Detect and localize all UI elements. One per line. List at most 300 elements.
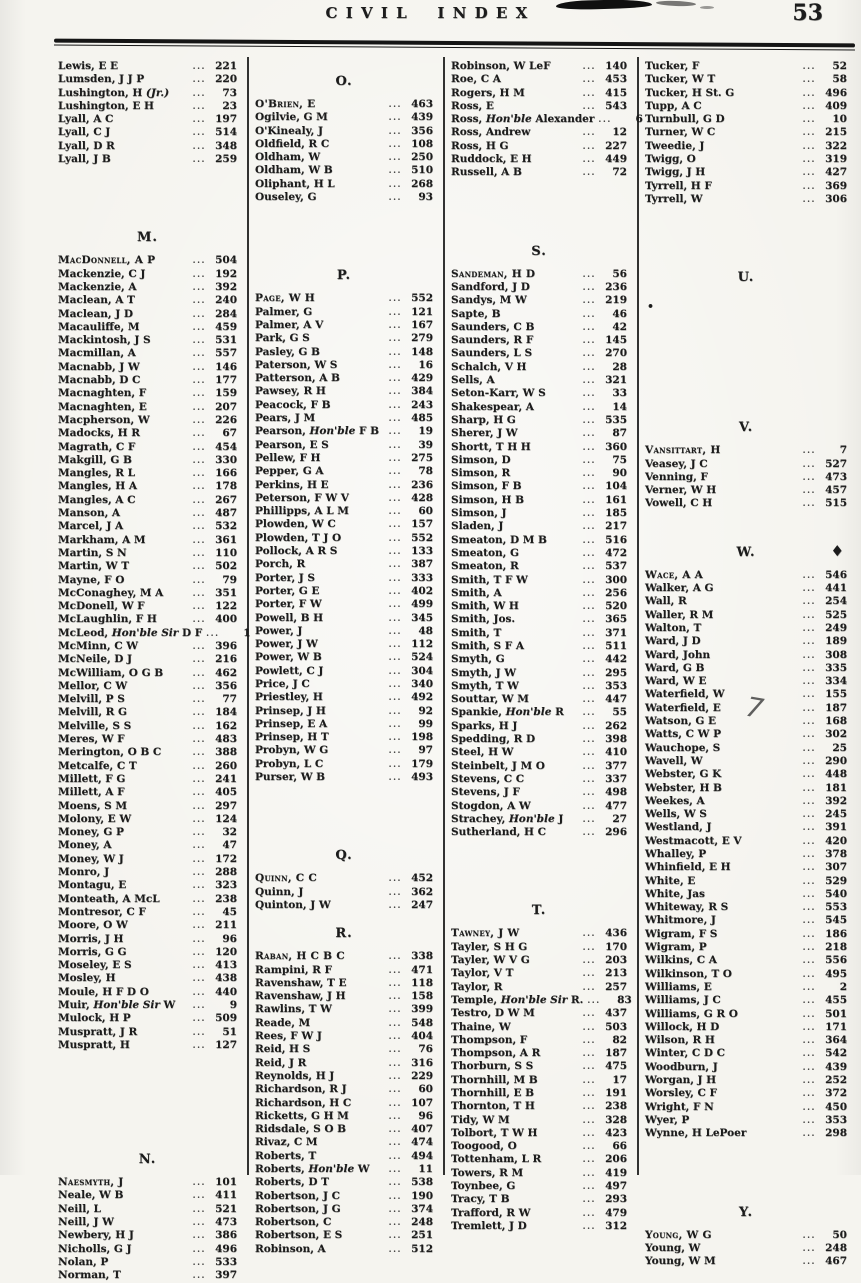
entry-page-number: 335 — [825, 661, 847, 674]
entry-name: Smeaton, R — [451, 560, 519, 573]
entry-name: Makgill, G B — [58, 453, 132, 466]
entry-page-number: 411 — [215, 1189, 237, 1202]
index-entry — [645, 444, 847, 457]
index-entry — [451, 281, 627, 294]
entry-name: Martin, W T — [58, 560, 130, 573]
leader-dots: ... — [582, 668, 596, 679]
entry-name: Russell, A B — [451, 166, 522, 179]
entry-page-number: 16 — [418, 358, 433, 371]
index-entry — [58, 733, 237, 746]
index-entry — [645, 662, 847, 675]
entry-name: Wilson, R H — [645, 1034, 715, 1047]
entry-name: Rawlins, T W — [255, 1003, 332, 1016]
entry-name: Muir, Hon'ble Sir W — [58, 999, 176, 1011]
entry-name: Ross, Hon'ble Alexander — [451, 113, 595, 126]
leader-dots: ... — [582, 575, 596, 586]
index-entry — [58, 839, 237, 852]
entry-name: Reid, J R — [255, 1056, 307, 1069]
entry-name: Martin, S N — [58, 546, 127, 559]
index-entry — [645, 914, 847, 927]
index-entry — [451, 786, 627, 799]
entry-page-number: 441 — [825, 582, 847, 595]
entry-page-number: 226 — [215, 413, 237, 426]
entry-name: Smith, S F A — [451, 639, 524, 652]
leader-dots: ... — [582, 1155, 596, 1166]
leader-dots: ... — [192, 155, 206, 166]
index-entry — [58, 334, 237, 347]
entry-page-number: 345 — [411, 611, 433, 624]
entry-page-number: 168 — [825, 715, 847, 728]
entry-name: Stogdon, A W — [451, 799, 531, 812]
index-entry — [255, 1043, 433, 1056]
index-entry — [58, 73, 237, 86]
leader-dots: ... — [582, 509, 596, 520]
leader-dots: ... — [192, 415, 206, 426]
entry-page-number: 538 — [411, 1176, 433, 1189]
entry-name: Venning, F — [645, 470, 708, 483]
index-entry — [58, 680, 237, 693]
index-entry — [58, 1203, 237, 1216]
leader-dots: ... — [192, 389, 206, 400]
entry-page-number: 524 — [411, 651, 433, 664]
entry-page-number: 542 — [825, 1047, 847, 1060]
index-columns — [50, 56, 857, 1282]
index-entry — [645, 609, 847, 622]
index-entry — [255, 332, 433, 345]
index-entry — [255, 691, 433, 704]
entry-name: Ruddock, E H — [451, 153, 532, 166]
entry-name: Power, J W — [255, 638, 318, 651]
entry-page-number: 32 — [222, 826, 237, 839]
entry-page-number: 540 — [825, 887, 847, 900]
entry-page-number: 512 — [411, 1242, 433, 1255]
leader-dots: ... — [802, 446, 816, 457]
leader-dots: ... — [192, 256, 206, 267]
entry-name: Money, A — [58, 839, 112, 852]
leader-dots: ... — [582, 296, 596, 307]
entry-name: Robinson, W LeF — [451, 60, 551, 72]
index-entry — [451, 321, 627, 334]
entry-page-number: 457 — [825, 484, 847, 497]
entry-name: McDonell, W F — [58, 600, 145, 613]
leader-dots: ... — [582, 269, 596, 280]
entry-page-number: 122 — [215, 600, 237, 613]
entry-name: Ward, W E — [645, 675, 707, 688]
leader-dots: ... — [388, 1231, 402, 1242]
entry-page-number: 203 — [605, 954, 627, 967]
entry-name: Naesmyth, J — [58, 1176, 124, 1189]
entry-page-number: 537 — [605, 560, 627, 573]
index-entry — [451, 1167, 627, 1180]
entry-name: Neill, J W — [58, 1216, 114, 1229]
entry-name: Woodburn, J — [645, 1060, 718, 1073]
index-entry — [645, 1101, 847, 1114]
index-entry — [645, 768, 847, 781]
entry-page-number: 9 — [229, 999, 237, 1011]
leader-dots: ... — [192, 1231, 206, 1242]
entry-page-number: 177 — [215, 374, 237, 387]
leader-dots: ... — [582, 1128, 596, 1139]
entry-name: Simson, R — [451, 467, 511, 480]
entry-page-number: 440 — [215, 985, 237, 998]
index-entry — [451, 760, 627, 773]
entry-page-number: 448 — [825, 768, 847, 781]
index-entry — [645, 595, 847, 608]
leader-dots: ... — [192, 735, 206, 746]
index-entry — [58, 1026, 237, 1039]
entry-page-number: 187 — [825, 701, 847, 714]
entry-page-number: 533 — [215, 1255, 237, 1268]
leader-dots: ... — [192, 336, 206, 347]
index-entry — [58, 906, 237, 919]
leader-dots: ... — [388, 440, 402, 451]
entry-page-number: 492 — [411, 691, 433, 704]
leader-dots: ... — [192, 455, 206, 466]
entry-page-number: 220 — [215, 73, 237, 86]
entry-page-number: 369 — [825, 179, 847, 192]
index-entry — [451, 954, 627, 967]
index-entry — [451, 613, 627, 626]
entry-page-number: 67 — [222, 427, 237, 440]
index-entry — [58, 494, 237, 507]
leader-dots: ... — [192, 681, 206, 692]
leader-dots: ... — [802, 796, 816, 807]
leader-dots: ... — [388, 1032, 402, 1043]
entry-page-number: 501 — [825, 1007, 847, 1020]
entry-name: Walton, T — [645, 621, 702, 634]
entry-page-number: 452 — [411, 872, 433, 885]
leader-dots: ... — [192, 602, 206, 613]
entry-page-number: 133 — [411, 545, 433, 558]
entry-name: Simson, F B — [451, 480, 522, 493]
entry-name: Wall, R — [645, 595, 687, 608]
index-entry — [451, 387, 627, 400]
index-entry — [645, 622, 847, 635]
section-heading: O. — [335, 74, 353, 89]
entry-name: Twigg, O — [645, 153, 696, 166]
index-entry — [451, 467, 627, 480]
leader-dots: ... — [582, 628, 596, 639]
leader-dots: ... — [388, 1244, 402, 1255]
leader-dots: ... — [192, 482, 206, 493]
index-entry — [451, 640, 627, 653]
entry-name: Peacock, F B — [255, 398, 331, 411]
entry-page-number: 213 — [605, 967, 627, 980]
entry-page-number: 371 — [605, 626, 627, 639]
entry-name: Macnaghten, F — [58, 387, 147, 400]
index-entry — [645, 728, 847, 741]
leader-dots: ... — [802, 1089, 816, 1100]
index-entry — [255, 178, 433, 191]
entry-name: Porter, F W — [255, 598, 322, 611]
entry-name: Palmer, G — [255, 305, 313, 318]
entry-page-number: 159 — [215, 387, 237, 400]
leader-dots: ... — [388, 1098, 402, 1109]
entry-page-number: 402 — [411, 584, 433, 597]
index-entry — [645, 875, 847, 888]
entry-name: Sutherland, H C — [451, 826, 546, 839]
entry-name: Webster, G K — [645, 768, 722, 781]
leader-dots: ... — [388, 480, 402, 491]
section-heading: M. — [137, 230, 158, 246]
entry-name: Nicholls, G J — [58, 1242, 132, 1255]
leader-dots: ... — [388, 666, 402, 677]
entry-page-number: 260 — [215, 759, 237, 772]
entry-page-number: 400 — [215, 613, 237, 626]
entry-name: Steel, H W — [451, 746, 514, 759]
entry-page-number: 546 — [825, 568, 847, 581]
entry-page-number: 275 — [411, 451, 433, 464]
index-entry — [255, 598, 433, 611]
index-entry — [255, 1150, 433, 1163]
index-entry — [58, 999, 237, 1012]
entry-page-number: 372 — [825, 1087, 847, 1100]
leader-dots: ... — [582, 336, 596, 347]
entry-page-number: 467 — [825, 1255, 847, 1268]
entry-page-number: 548 — [411, 1016, 433, 1029]
leader-dots: ... — [582, 761, 596, 772]
index-entry — [645, 193, 847, 206]
entry-name: Watson, G E — [645, 715, 717, 728]
entry-page-number: 552 — [411, 292, 433, 305]
entry-name: Thornhill, M B — [451, 1073, 538, 1086]
entry-name: Priestley, H — [255, 691, 323, 704]
index-entry — [255, 665, 433, 678]
leader-dots: ... — [192, 376, 206, 387]
index-entry — [58, 507, 237, 520]
leader-dots: ... — [582, 522, 596, 533]
entry-name: Williams, J C — [645, 994, 721, 1007]
entry-page-number: 251 — [411, 1229, 433, 1242]
entry-page-number: 155 — [825, 688, 847, 701]
leader-dots: ... — [802, 486, 816, 497]
index-entry — [451, 746, 627, 759]
entry-name: Plowden, T J O — [255, 531, 342, 544]
section-heading: V. — [738, 420, 754, 436]
entry-name: Power, J — [255, 624, 303, 637]
leader-dots: ... — [802, 128, 816, 139]
entry-name: Monro, J — [58, 866, 110, 879]
entry-page-number: 302 — [825, 728, 847, 741]
entry-name: O'Brien, E — [255, 98, 316, 110]
entry-name: Macnabb, D C — [58, 374, 141, 387]
entry-name: Ross, Andrew — [451, 126, 531, 139]
leader-dots: ... — [582, 128, 596, 139]
entry-name: Mellor, C W — [58, 679, 128, 692]
entry-name: Willock, H D — [645, 1020, 720, 1033]
entry-page-number: 221 — [215, 60, 237, 72]
entry-name: Tyrrell, W — [645, 192, 703, 205]
entry-name: Melvill, P S — [58, 693, 125, 706]
entry-page-number: 187 — [605, 1047, 627, 1060]
entry-page-number: 93 — [418, 191, 433, 204]
entry-name: Ouseley, G — [255, 191, 317, 204]
index-entry — [58, 467, 237, 480]
entry-page-number: 388 — [215, 746, 237, 759]
entry-page-number: 436 — [605, 927, 627, 940]
index-entry — [645, 981, 847, 994]
index-entry — [451, 1114, 627, 1127]
leader-dots: ... — [388, 520, 402, 531]
index-entry — [451, 1074, 627, 1087]
entry-page-number: 60 — [418, 1083, 433, 1096]
index-entry — [451, 733, 627, 746]
entry-page-number: 179 — [411, 757, 433, 770]
entry-page-number: 55 — [612, 706, 627, 719]
entry-name: Taylor, V T — [451, 967, 514, 980]
index-entry — [451, 547, 627, 560]
entry-name: Money, G P — [58, 826, 124, 839]
index-entry — [255, 771, 433, 784]
entry-page-number: 330 — [215, 453, 237, 466]
entry-page-number: 351 — [215, 586, 237, 599]
index-entry — [645, 87, 847, 100]
entry-page-number: 184 — [215, 706, 237, 719]
leader-dots: ... — [582, 1221, 596, 1232]
entry-page-number: 127 — [215, 1038, 237, 1051]
leader-dots: ... — [802, 717, 816, 728]
index-entry — [451, 427, 627, 440]
entry-name: Simson, H B — [451, 493, 524, 506]
entry-page-number: 439 — [411, 111, 433, 124]
entry-name: Patterson, A B — [255, 372, 340, 385]
entry-name: Tolbort, T W H — [451, 1126, 538, 1139]
index-entry — [451, 534, 627, 547]
entry-page-number: 185 — [605, 507, 627, 520]
index-entry — [645, 848, 847, 861]
entry-name: Powlett, C J — [255, 664, 324, 677]
entry-page-number: 374 — [411, 1202, 433, 1215]
entry-page-number: 219 — [605, 294, 627, 307]
index-entry — [255, 505, 433, 518]
leader-dots: ... — [192, 362, 206, 373]
index-entry — [255, 886, 433, 899]
entry-name: Schalch, V H — [451, 360, 527, 373]
entry-name: Robinson, A — [255, 1242, 326, 1255]
leader-dots: ... — [388, 1218, 402, 1229]
leader-dots: ... — [192, 522, 206, 533]
index-entry — [645, 928, 847, 941]
index-entry — [255, 1017, 433, 1030]
entry-name: Robertson, J C — [255, 1189, 340, 1202]
entry-name: Shortt, T H H — [451, 440, 531, 453]
entry-page-number: 166 — [215, 467, 237, 480]
entry-name: Probyn, L C — [255, 757, 324, 770]
index-entry — [645, 742, 847, 755]
entry-page-number: 471 — [411, 963, 433, 976]
leader-dots: ... — [192, 828, 206, 839]
entry-page-number: 259 — [215, 153, 237, 166]
entry-page-number: 11 — [418, 1163, 433, 1175]
index-entry — [58, 547, 237, 560]
leader-dots: ... — [802, 1257, 816, 1268]
entry-name: Turner, W C — [645, 126, 716, 139]
leader-dots: ... — [388, 773, 402, 784]
entry-name: Young, W M — [645, 1255, 716, 1268]
index-entry — [451, 560, 627, 573]
entry-page-number: 384 — [411, 385, 433, 398]
entry-page-number: 386 — [215, 1229, 237, 1242]
index-entry — [451, 1100, 627, 1113]
leader-dots: ... — [582, 482, 596, 493]
entry-page-number: 206 — [605, 1153, 627, 1166]
entry-name: Mackenzie, A — [58, 280, 137, 293]
leader-dots: ... — [802, 863, 816, 874]
entry-page-number: 192 — [215, 267, 237, 280]
leader-dots: ... — [802, 903, 816, 914]
entry-page-number: 215 — [825, 126, 847, 139]
index-entry — [255, 731, 433, 744]
entry-name: Tucker, H St. G — [645, 86, 735, 99]
index-entry — [451, 308, 627, 321]
entry-name: Millett, A F — [58, 786, 125, 799]
leader-dots: ... — [388, 1138, 402, 1149]
index-entry — [451, 993, 632, 1007]
index-entry — [451, 1207, 627, 1220]
entry-name: Monteath, A McL — [58, 892, 160, 905]
entry-page-number: 362 — [411, 885, 433, 898]
entry-name: Pears, J M — [255, 412, 316, 425]
leader-dots: ... — [802, 783, 816, 794]
index-entry — [58, 972, 237, 985]
leader-dots: ... — [388, 900, 402, 911]
entry-page-number: 404 — [411, 1030, 433, 1043]
entry-name: Wauchope, S — [645, 741, 721, 754]
index-entry — [58, 560, 237, 573]
index-entry — [451, 627, 627, 640]
index-entry — [255, 518, 433, 531]
leader-dots: ... — [192, 1040, 206, 1051]
entry-page-number: 437 — [605, 1007, 627, 1020]
index-entry — [645, 782, 847, 795]
entry-page-number: 365 — [605, 613, 627, 626]
leader-dots: ... — [802, 876, 816, 887]
entry-page-number: 409 — [825, 99, 847, 112]
entry-page-number: 398 — [605, 733, 627, 746]
leader-dots: ... — [192, 1191, 206, 1202]
entry-name: Smith, T F W — [451, 573, 528, 586]
entry-page-number: 211 — [215, 919, 237, 932]
entry-name: Pellew, F H — [255, 451, 321, 464]
entry-name: Waterfield, E — [645, 701, 721, 714]
index-entry — [451, 1060, 627, 1073]
index-entry — [645, 582, 847, 595]
section-heading: N. — [138, 1152, 157, 1168]
index-entry — [58, 1256, 237, 1269]
index-entry — [255, 638, 433, 651]
entry-name: Saunders, L S — [451, 347, 533, 360]
leader-dots: ... — [388, 1085, 402, 1096]
index-entry — [645, 941, 847, 954]
entry-page-number: 487 — [215, 507, 237, 520]
entry-page-number: 543 — [605, 99, 627, 112]
index-entry — [255, 1003, 433, 1016]
index-entry — [255, 612, 433, 625]
entry-page-number: 472 — [605, 546, 627, 559]
index-entry — [58, 933, 237, 946]
index-entry — [58, 946, 237, 959]
entry-name: Mosley, H — [58, 972, 116, 985]
entry-page-number: 535 — [605, 413, 627, 426]
entry-name: Shakespear, A — [451, 400, 534, 413]
index-entry — [645, 688, 847, 701]
index-entry — [255, 151, 433, 164]
entry-page-number: 483 — [215, 733, 237, 746]
entry-page-number: 79 — [222, 573, 237, 586]
leader-dots: ... — [582, 1168, 596, 1179]
entry-page-number: 207 — [215, 400, 237, 413]
entry-name: Vansittart, H — [645, 444, 721, 457]
